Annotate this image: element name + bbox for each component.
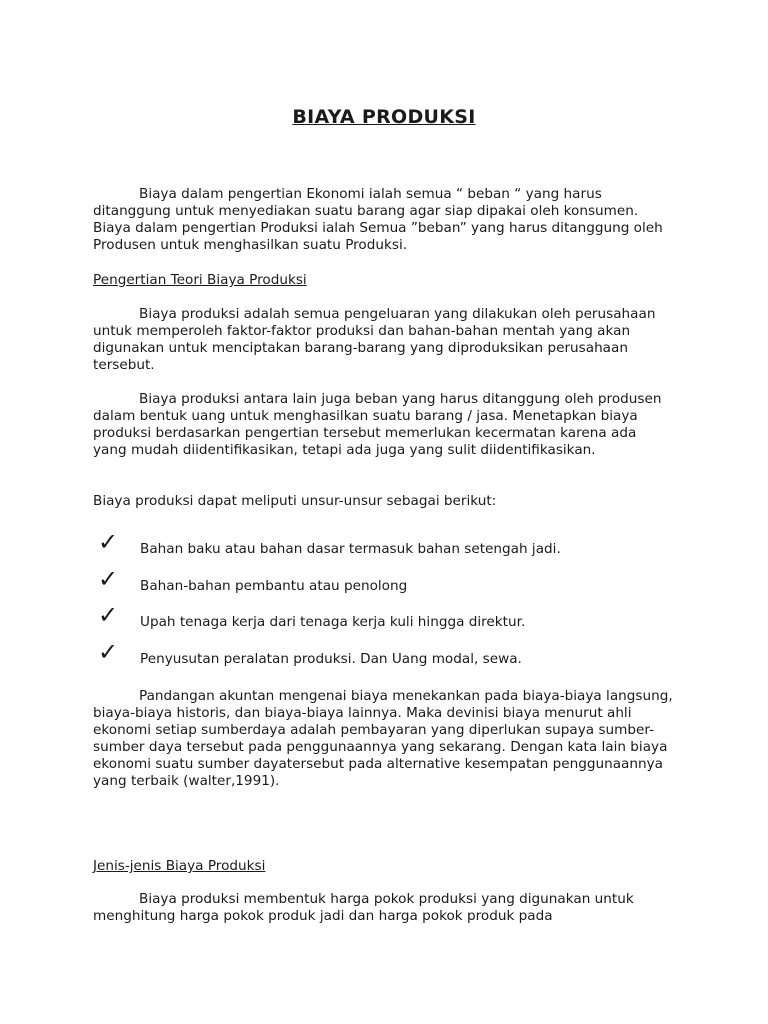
pandangan-akuntan-paragraph: Pandangan akuntan mengenai biaya menekankan pada biaya-biaya langsung, biaya-biaya historis, dan biaya-biaya lainnya. Maka devinisi biaya menurut ahli ekonomi setiap sumberdaya adalah pembayaran yang diperlukan supaya sumber-sumber daya tersebut pada penggunaannya yang sekarang. Dengan kata lain biaya ekonomi suatu sumber dayatersebut pada alternative kesempatan penggunaannya yang terbaik (walter,1991). — [93, 688, 673, 789]
document-title: BIAYA PRODUKSI — [292, 106, 476, 128]
list-intro: Biaya produksi dapat meliputi unsur-unsur sebagai berikut: — [93, 493, 497, 509]
checkmark-icon: ✓ — [98, 637, 119, 666]
list-item-text: Bahan-bahan pembantu atau penolong — [140, 577, 408, 594]
checkmark-icon: ✓ — [98, 564, 119, 593]
section-heading-jenis: Jenis-jenis Biaya Produksi — [93, 858, 266, 874]
list-item-text: Bahan baku atau bahan dasar termasuk bahan setengah jadi. — [140, 541, 561, 557]
section-heading-pengertian: Pengertian Teori Biaya Produksi — [93, 272, 307, 288]
list-item — [98, 637, 678, 677]
checkmark-icon: ✓ — [98, 601, 119, 629]
list-item — [98, 603, 678, 640]
list-item — [98, 564, 678, 604]
jenis-paragraph-1: Biaya produksi membentuk harga pokok produksi yang digunakan untuk menghitung harga pokok produk jadi dan harga pokok produk pada — [93, 891, 634, 924]
unsur-biaya-list — [98, 530, 678, 676]
pengertian-paragraph-2: Biaya produksi antara lain juga beban yang harus ditanggung oleh produsen dalam bentuk uang untuk menghasilkan suatu barang / jasa. Menetapkan biaya produksi berdasarkan pengertian tersebut memerlukan kecermatan karena ada yang mudah diidentifikasikan, tetapi ada juga yang sulit diidentifikasikan. — [93, 391, 662, 458]
intro-paragraph: Biaya dalam pengertian Ekonomi ialah semua “ beban “ yang harus ditanggung untuk menyediakan suatu barang agar siap dipakai oleh konsumen. Biaya dalam pengertian Produksi ialah Semua ”beban” yang harus ditanggung oleh Produsen untuk menghasilkan suatu Produksi. — [93, 186, 663, 253]
checkmark-icon: ✓ — [98, 528, 119, 556]
list-item-text: Penyusutan peralatan produksi. Dan Uang modal, sewa. — [140, 650, 522, 667]
list-item-text: Upah tenaga kerja dari tenaga kerja kuli hingga direktur. — [140, 614, 526, 630]
pengertian-paragraph-1: Biaya produksi adalah semua pengeluaran yang dilakukan oleh perusahaan untuk memperoleh faktor-faktor produksi dan bahan-bahan mentah yang akan digunakan untuk menciptakan barang-barang yang diproduksikan perusahaan tersebut. — [93, 306, 656, 373]
list-item — [98, 530, 678, 567]
